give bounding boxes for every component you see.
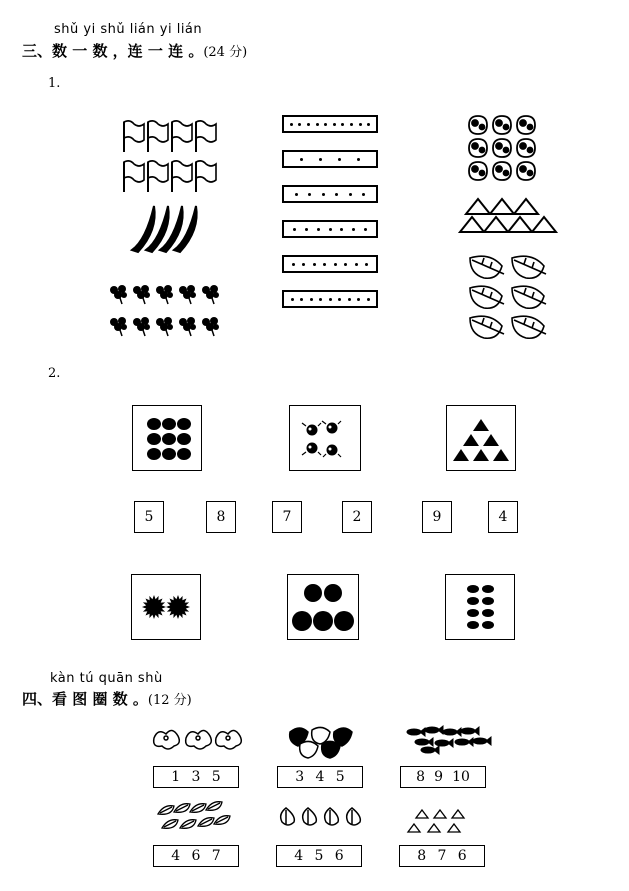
section4-points: (12 分): [147, 693, 192, 708]
dot: [344, 263, 347, 266]
dot: [365, 263, 368, 266]
dot: [323, 263, 326, 266]
dot: [302, 263, 305, 266]
choice-number[interactable]: 6: [191, 848, 201, 864]
dot: [329, 228, 332, 231]
grapes-picture: [466, 114, 540, 184]
dot: [298, 123, 301, 126]
dot: [292, 263, 295, 266]
section4-pinyin: kàn tú quān shù: [50, 671, 163, 686]
section3-pinyin: shǔ yi shǔ lián yi lián: [54, 22, 203, 37]
grape-bunch-picture: [286, 724, 358, 758]
dot: [350, 123, 353, 126]
number-box[interactable]: 9: [422, 501, 452, 533]
dot: [362, 193, 365, 196]
dot: [317, 228, 320, 231]
dot: [348, 298, 351, 301]
dot: [340, 228, 343, 231]
choice-box-1[interactable]: [153, 766, 239, 788]
section3-heading: [22, 40, 247, 61]
dot-bar: [282, 220, 378, 238]
dot: [291, 298, 294, 301]
small-triangles-picture: [404, 808, 468, 838]
choice-number[interactable]: 1: [171, 769, 181, 785]
five-circles-box: [287, 574, 359, 640]
dot: [333, 123, 336, 126]
triangles-picture: [460, 196, 558, 236]
choice-number[interactable]: 5: [314, 848, 324, 864]
dot: [300, 158, 303, 161]
dot-bar: [282, 185, 378, 203]
choice-box-5[interactable]: [276, 845, 362, 867]
choice-number[interactable]: 4: [171, 848, 181, 864]
leaves-picture: [466, 250, 554, 342]
dot: [352, 228, 355, 231]
dot: [329, 298, 332, 301]
leaves-group-picture: [152, 800, 236, 836]
choice-number[interactable]: 3: [295, 769, 305, 785]
choice-number[interactable]: 5: [211, 769, 221, 785]
dot: [293, 228, 296, 231]
choice-box-4[interactable]: [153, 845, 239, 867]
section4-title: 四、看 图 圈 数 。: [22, 690, 148, 708]
dot: [305, 228, 308, 231]
dot: [359, 123, 362, 126]
dot: [295, 193, 298, 196]
number-box[interactable]: 2: [342, 501, 372, 533]
dot: [307, 123, 310, 126]
part2-label: 2.: [48, 366, 61, 381]
choice-number[interactable]: 6: [334, 848, 344, 864]
choice-number[interactable]: 6: [457, 848, 467, 864]
section4-heading: [22, 688, 192, 709]
flowers-picture: [108, 280, 220, 340]
dot-bar: [282, 150, 378, 168]
dot: [300, 298, 303, 301]
dot: [313, 263, 316, 266]
dot: [335, 193, 338, 196]
dot: [316, 123, 319, 126]
dot: [367, 298, 370, 301]
dot: [349, 193, 352, 196]
dot: [334, 263, 337, 266]
dot: [308, 193, 311, 196]
dot: [319, 158, 322, 161]
part1-label: 1.: [48, 76, 61, 91]
choice-number[interactable]: 3: [191, 769, 201, 785]
choice-box-2[interactable]: [277, 766, 363, 788]
dot: [290, 123, 293, 126]
bananas-picture: [124, 200, 204, 256]
two-spiky-box: [131, 574, 201, 640]
dot: [322, 193, 325, 196]
number-box[interactable]: 4: [488, 501, 518, 533]
choice-number[interactable]: 7: [437, 848, 447, 864]
section3-points: (24 分): [203, 45, 248, 60]
triangles-box: [446, 405, 516, 471]
number-box[interactable]: 5: [134, 501, 164, 533]
number-box[interactable]: 7: [272, 501, 302, 533]
choice-number[interactable]: 8: [416, 769, 425, 785]
choice-number[interactable]: 8: [417, 848, 427, 864]
dot: [310, 298, 313, 301]
four-creatures-box: [289, 405, 361, 471]
eight-ovals-box: [445, 574, 515, 640]
choice-number[interactable]: 9: [434, 769, 443, 785]
choice-number[interactable]: 10: [452, 769, 470, 785]
choice-number[interactable]: 4: [315, 769, 325, 785]
dot: [338, 298, 341, 301]
choice-number[interactable]: 5: [335, 769, 345, 785]
peaches-picture: [274, 804, 364, 830]
three-flowers-picture: [148, 724, 244, 750]
choice-box-6[interactable]: [399, 845, 485, 867]
choice-number[interactable]: 4: [294, 848, 304, 864]
dot: [367, 123, 370, 126]
dot: [341, 123, 344, 126]
section3-title: 三、数 一 数 ，连 一 连 。: [22, 42, 204, 60]
dot: [324, 123, 327, 126]
dot: [355, 263, 358, 266]
dot-bar: [282, 255, 378, 273]
choice-box-3[interactable]: [400, 766, 486, 788]
dot: [357, 158, 360, 161]
dot-bar: [282, 290, 378, 308]
number-box[interactable]: 8: [206, 501, 236, 533]
dot: [338, 158, 341, 161]
choice-number[interactable]: 7: [211, 848, 221, 864]
fish-school-picture: [400, 726, 492, 756]
nine-dots-box: [132, 405, 202, 471]
dot: [364, 228, 367, 231]
dot-bar: [282, 115, 378, 133]
flags-picture: [120, 118, 220, 198]
dot: [319, 298, 322, 301]
dot-bar-column: [282, 115, 378, 308]
dot: [357, 298, 360, 301]
